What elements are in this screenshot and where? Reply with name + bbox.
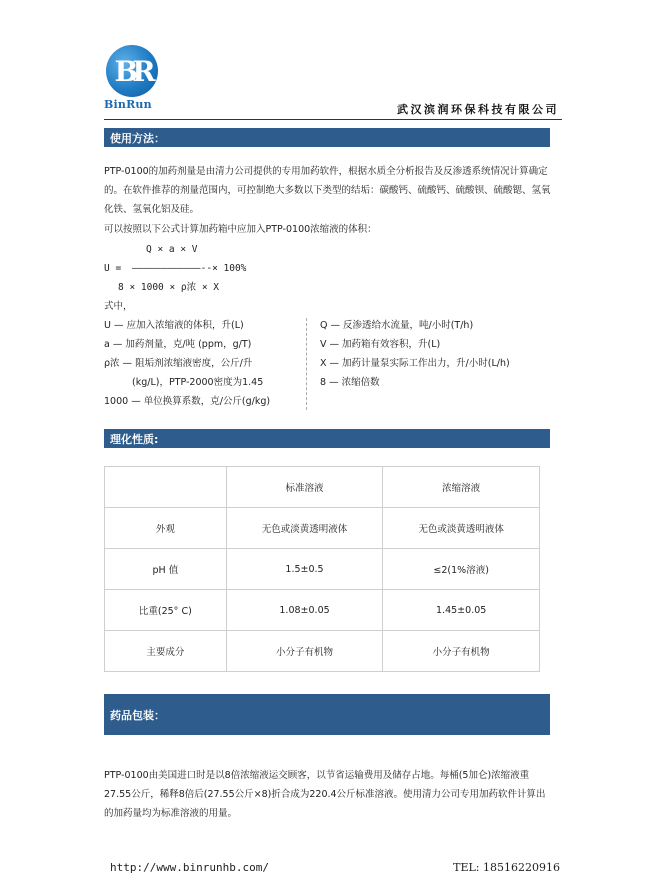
where-label: 式中，: [104, 301, 133, 312]
table-cell: 无色或淡黄透明液体: [383, 508, 540, 549]
def-left-0: U — 应加入浓缩液的体积，升(L): [104, 320, 244, 331]
table-header-cell: [105, 467, 227, 508]
table-cell: 无色或淡黄透明液体: [226, 508, 383, 549]
table-cell: pH 值: [105, 549, 227, 590]
table-cell: 1.08±0.05: [226, 590, 383, 631]
table-row: [105, 508, 540, 549]
table-cell: ≤2(1%溶液): [383, 549, 540, 590]
table-cell: 小分子有机物: [383, 631, 540, 672]
table-row: [105, 590, 540, 631]
section-properties-title: 理化性质:: [104, 429, 550, 448]
logo-letters: BR: [114, 54, 150, 88]
section-usage-title: 使用方法：: [104, 128, 550, 147]
def-left-4: 1000 — 单位换算系数，克/公斤(g/kg): [104, 396, 271, 407]
def-left-3: (kg/L)，PTP-2000密度为1.45: [132, 377, 264, 388]
header-divider: [104, 119, 562, 120]
footer-phone: TEL: 18516220916: [453, 861, 560, 874]
table-cell: 小分子有机物: [226, 631, 383, 672]
def-right-2: X — 加药计量泵实际工作出力，升/小时(L/h): [320, 358, 510, 369]
properties-table: [104, 466, 540, 672]
footer-url-link[interactable]: http://www.binrunhb.com/: [110, 861, 269, 874]
def-right-1: V — 加药箱有效容积，升(L): [320, 339, 441, 350]
table-cell: 外观: [105, 508, 227, 549]
table-cell: 1.5±0.5: [226, 549, 383, 590]
table-header-cell: 浓缩溶液: [383, 467, 540, 508]
formula-lead: 可以按照以下公式计算加药箱中应加入PTP-0100浓缩液的体积：: [104, 224, 377, 235]
brand-name: BinRun: [104, 98, 152, 111]
formula-numerator: Q × a × V: [146, 244, 198, 255]
formula-lhs: U =: [104, 263, 122, 274]
table-row: [105, 549, 540, 590]
def-left-1: a — 加药剂量，克/吨 (ppm，g/T): [104, 339, 252, 350]
packaging-text: PTP-0100由美国进口时是以8倍浓缩液运交顾客，以节省运输费用及储存占地。每桶(5加仑)浓缩液重27.55公斤，稀释8倍后(27.55公斤×8)折合成为220.4公斤标准溶液。使用清力公司专用加药软件计算出的加药量均为标准溶液的用量。: [104, 770, 546, 819]
table-header-row: [105, 467, 540, 508]
section-packaging-title: 药品包装：: [104, 694, 550, 735]
table-row: [105, 631, 540, 672]
def-left-2: ρ浓 — 阻垢剂浓缩液密度，公斤/升: [104, 358, 253, 369]
table-cell: 主要成分: [105, 631, 227, 672]
def-right-0: Q — 反渗透给水流量，吨/小时(T/h): [320, 320, 474, 331]
column-divider: [306, 318, 307, 410]
table-cell: 比重(25° C): [105, 590, 227, 631]
formula-denominator: 8 × 1000 × ρ浓 × X: [118, 282, 220, 293]
table-header-cell: 标准溶液: [226, 467, 383, 508]
table-cell: 1.45±0.05: [383, 590, 540, 631]
usage-intro: PTP-0100的加药剂量是由清力公司提供的专用加药软件，根据水质全分析报告及反渗透系统情况计算确定的。在软件推荐的剂量范围内，可控制绝大多数以下类型的结垢：碳酸钙、硫酸钙、硫酸钡、硫酸锶、氢氧化铁、氢氧化铝及硅。: [104, 166, 551, 215]
company-name: 武汉滨润环保科技有限公司: [397, 103, 559, 116]
def-right-3: 8 — 浓缩倍数: [320, 377, 380, 388]
formula-fraction-line: ————————————--× 100%: [132, 263, 247, 274]
